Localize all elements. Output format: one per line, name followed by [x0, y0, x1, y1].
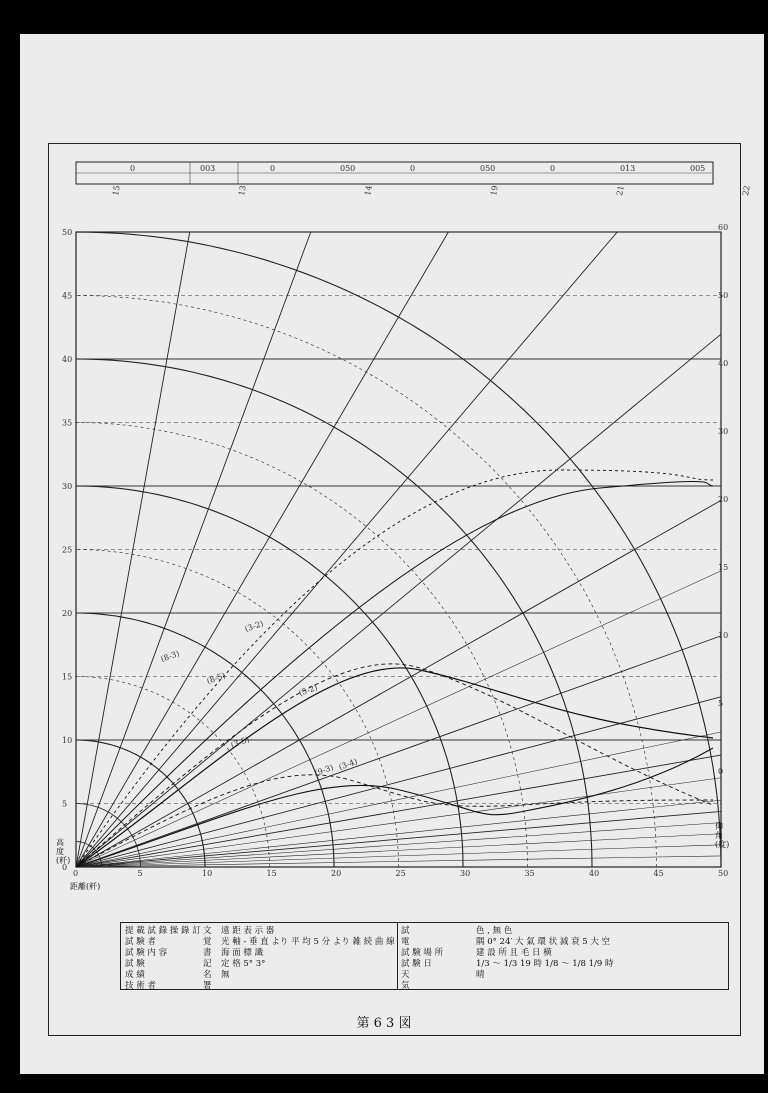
info-right-values [476, 926, 614, 992]
x-axis-title: 距離(粁) [70, 882, 101, 891]
curve-label: (3-2) [243, 618, 265, 634]
info-value: 定 格 5° 3° [221, 959, 266, 969]
top-strip-value: 0 [410, 164, 416, 173]
info-label: 書 [203, 948, 212, 958]
coverage-curve-6 [76, 482, 713, 867]
y-tick-label: 25 [62, 545, 73, 555]
elevation-tick-label: 5 [718, 699, 724, 708]
top-strip-value: 0 [270, 164, 276, 173]
x-tick-label: 25 [395, 869, 406, 878]
top-strip-value: 003 [200, 164, 216, 173]
info-right-labels [401, 926, 443, 992]
info-label: 試 験 [125, 959, 145, 969]
elevation-tick-label: 20 [718, 495, 729, 504]
x-tick-label: 5 [137, 869, 143, 878]
info-label: 提 載 試 錄 操 錄 訂 [125, 926, 201, 936]
elevation-ray [76, 845, 721, 867]
coverage-curve-3 [76, 748, 713, 867]
info-label: 覚 [203, 937, 212, 947]
info-label: 文 [203, 926, 212, 936]
info-value: 海 面 標 識 [221, 948, 264, 958]
top-strip-tick: 14 [363, 184, 374, 197]
x-tick-label: 40 [589, 869, 600, 878]
top-strip-value: 0 [130, 164, 136, 173]
info-value [221, 981, 395, 992]
info-left-labels [125, 926, 201, 992]
coverage-curve-2 [76, 664, 713, 867]
x-tick-label: 0 [73, 869, 79, 878]
y-tick-label: 15 [62, 672, 73, 682]
elevation-tick-label: 0 [718, 767, 724, 776]
info-label: 技 術 者 [125, 981, 156, 991]
info-left-values [221, 926, 395, 992]
info-value: 光 軸 - 垂 直 より 平 均 5 分 より 雑 続 曲 線 [221, 937, 395, 947]
figure-label: 第 6 3 図 [356, 1016, 412, 1031]
elevation-ray [76, 232, 617, 867]
x-tick-label: 15 [266, 869, 277, 878]
info-value [476, 981, 614, 992]
top-strip-tick: 15 [111, 184, 122, 197]
y-tick-label: 0 [62, 863, 68, 872]
info-value: 建 設 所 且 毛 日 横 [476, 948, 552, 958]
x-tick-label: 30 [460, 869, 471, 878]
curve-label: (8-5) [205, 670, 227, 686]
y-tick-label: 20 [62, 609, 73, 618]
x-tick-label: 20 [331, 869, 342, 878]
top-strip-tick: 13 [237, 184, 248, 197]
info-table [120, 922, 729, 990]
info-left-side-labels [203, 926, 212, 992]
elevation-tick-label: 10 [718, 631, 729, 640]
info-label: 成 績 [125, 970, 145, 980]
elevation-tick-label: 60 [718, 223, 729, 232]
top-strip-value: 005 [690, 164, 706, 173]
y-tick-label: 10 [62, 736, 73, 745]
info-label: 署 [203, 981, 212, 991]
info-label: 記 [203, 959, 212, 969]
curve-label: (5-2) [297, 682, 319, 698]
info-value: 隅 0° 24′ 大 氣 環 状 減 衰 5 大 空 [476, 937, 611, 947]
y-tick-label: 30 [62, 482, 73, 491]
coverage-curve-1 [76, 668, 713, 867]
info-label: 気 [401, 981, 410, 991]
elevation-tick-label: 40 [718, 359, 729, 368]
info-value: 遠 距 表 示 器 [221, 926, 275, 936]
top-strip-value: 050 [480, 164, 496, 173]
y-tick-label: 35 [62, 418, 73, 428]
x-tick-label: 50 [718, 869, 729, 878]
info-label: 天 [401, 970, 410, 980]
curve-layer [76, 470, 713, 867]
y-tick-label: 50 [62, 228, 73, 237]
top-strip-tick: 21 [615, 184, 626, 197]
info-label: 試 験 内 容 [125, 948, 168, 958]
elevation-tick-label: 30 [718, 427, 729, 436]
curve-label: (3-5) [229, 734, 251, 750]
info-value: 色 , 無 色 [476, 926, 513, 936]
top-strip-tick: 19 [489, 184, 500, 197]
elevation-axis-title: 仰角(度) [715, 822, 730, 849]
info-label: 試 験 者 [125, 937, 156, 947]
x-tick-label: 10 [202, 869, 213, 878]
top-strip-value: 013 [620, 164, 636, 173]
top-strip-tick: 22 [741, 184, 752, 197]
info-label: 電 [401, 937, 410, 947]
x-tick-label: 45 [653, 869, 664, 878]
info-label: 試 験 場 所 [401, 948, 444, 958]
y-tick-label: 5 [62, 799, 68, 809]
y-axis-title: 高度(粁) [56, 838, 71, 865]
y-tick-label: 40 [62, 355, 73, 364]
elevation-tick-label: 15 [718, 563, 729, 572]
info-label: 試 [401, 926, 410, 936]
x-tick-label: 35 [524, 869, 535, 878]
info-value: 無 [221, 970, 230, 980]
info-label: 試 験 日 [401, 959, 432, 969]
curve-label: (8-3) [159, 648, 181, 664]
info-label: 名 [203, 970, 212, 980]
y-tick-label: 45 [62, 291, 73, 301]
elevation-tick-label: 50 [718, 291, 729, 300]
info-value: 1/3 ～ 1/3 19 時 1/8 ～ 1/8 1/9 時 [476, 959, 614, 969]
curve-label: (3-4) [337, 756, 359, 772]
info-divider [397, 923, 398, 989]
info-value: 晴 [476, 970, 485, 980]
top-strip-value: 050 [340, 164, 356, 173]
curve-label: (9-3) [313, 762, 335, 778]
top-strip-value: 0 [550, 164, 556, 173]
